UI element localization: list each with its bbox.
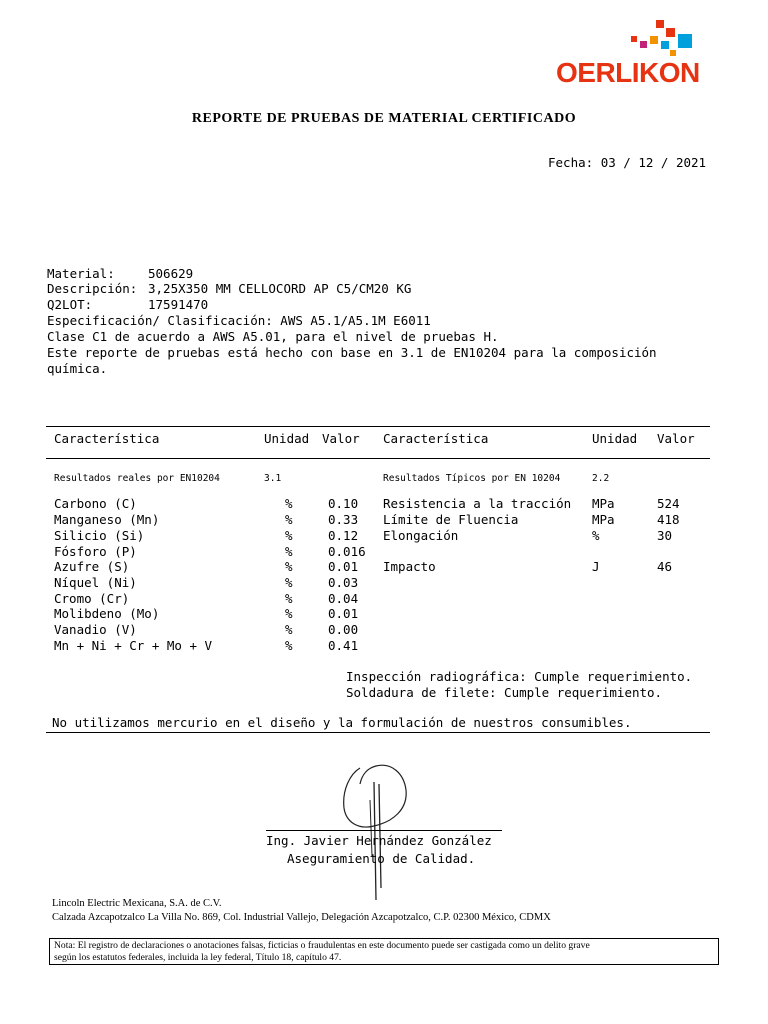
row-value: 0.03 xyxy=(328,575,359,590)
right-subheader-value: 2.2 xyxy=(592,473,610,484)
row-value: 46 xyxy=(657,559,673,574)
logo-square xyxy=(631,36,637,42)
row-value: 0.12 xyxy=(328,528,359,543)
header-unidad-right: Unidad xyxy=(592,431,638,446)
row-name: Cromo (Cr) xyxy=(54,591,130,606)
mercurio-statement: No utilizamos mercurio en el diseño y la formulación de nuestros consumibles. xyxy=(52,715,632,730)
descripcion-value: 3,25X350 MM CELLOCORD AP C5/CM20 KG xyxy=(148,281,412,296)
fecha-label: Fecha: xyxy=(548,155,594,170)
firma-nombre: Ing. Javier Hernández González xyxy=(266,833,492,848)
row-unit: % xyxy=(285,622,293,637)
logo-square xyxy=(678,34,692,48)
row-name: Mn + Ni + Cr + Mo + V xyxy=(54,638,213,653)
row-unit: % xyxy=(285,638,293,653)
logo-square xyxy=(670,50,676,56)
row-value: 524 xyxy=(657,496,680,511)
row-unit: % xyxy=(285,544,293,559)
fecha xyxy=(548,155,706,171)
row-unit: % xyxy=(592,528,600,543)
row-value: 0.01 xyxy=(328,559,359,574)
mercurio-rule xyxy=(46,732,710,733)
table-top-rule xyxy=(46,426,710,427)
row-value: 418 xyxy=(657,512,680,527)
clase: Clase C1 de acuerdo a AWS A5.01, para el nivel de pruebas H. xyxy=(47,329,499,344)
logo-square xyxy=(640,41,647,48)
row-unit: % xyxy=(285,575,293,590)
row-value: 0.41 xyxy=(328,638,359,653)
logo-square xyxy=(650,36,658,44)
firma-cargo: Aseguramiento de Calidad. xyxy=(287,851,476,866)
left-subheader-label: Resultados reales por EN10204 xyxy=(54,473,220,484)
descripcion-label: Descripción: xyxy=(47,281,138,296)
header-unidad-left: Unidad xyxy=(264,431,310,446)
empresa-nombre: Lincoln Electric Mexicana, S.A. de C.V. xyxy=(52,898,222,909)
page-title: REPORTE DE PRUEBAS DE MATERIAL CERTIFICADO xyxy=(191,111,577,126)
q2lot-value: 17591470 xyxy=(148,297,209,312)
header-caracteristica-left: Característica xyxy=(54,431,160,446)
row-name: Fósforo (P) xyxy=(54,544,137,559)
row-name: Carbono (C) xyxy=(54,496,137,511)
row-value: 0.04 xyxy=(328,591,359,606)
row-value: 0.00 xyxy=(328,622,359,637)
logo-text: OERLIKON xyxy=(556,57,700,88)
row-unit: MPa xyxy=(592,512,615,527)
logo-square xyxy=(666,28,675,37)
row-name: Azufre (S) xyxy=(54,559,130,574)
row-value: 0.10 xyxy=(328,496,359,511)
inspeccion: Inspección radiográfica: Cumple requerimiento. xyxy=(346,669,693,684)
row-unit: % xyxy=(285,591,293,606)
fecha-value: 03 / 12 / 2021 xyxy=(600,155,707,170)
header-caracteristica-right: Característica xyxy=(383,431,489,446)
right-subheader-label: Resultados Típicos por EN 10204 xyxy=(383,473,561,484)
row-value: 30 xyxy=(657,528,673,543)
row-unit: % xyxy=(285,559,293,574)
logo-square xyxy=(661,41,669,49)
row-value: 0.33 xyxy=(328,512,359,527)
especificacion: Especificación/ Clasificación: AWS A5.1/A5.1M E6011 xyxy=(47,313,431,328)
row-value: 0.01 xyxy=(328,606,359,621)
row-unit: J xyxy=(592,559,600,574)
row-unit: MPa xyxy=(592,496,615,511)
table-header-rule xyxy=(46,458,710,459)
reporte-line1: Este reporte de pruebas está hecho con base en 3.1 de EN10204 para la composición xyxy=(47,345,657,360)
reporte-line2: química. xyxy=(47,361,108,376)
row-name: Vanadio (V) xyxy=(54,622,137,637)
nota-line1: Nota: El registro de declaraciones o anotaciones falsas, ficticias o fraudulentas en este documento puede ser castigada como un delito grave xyxy=(54,940,590,951)
row-name: Resistencia a la tracción xyxy=(383,496,572,511)
material-label: Material: xyxy=(47,266,115,281)
material-value: 506629 xyxy=(148,266,194,281)
row-unit: % xyxy=(285,528,293,543)
row-name: Impacto xyxy=(383,559,436,574)
logo-square xyxy=(656,20,664,28)
row-unit: % xyxy=(285,606,293,621)
row-name: Elongación xyxy=(383,528,459,543)
row-unit: % xyxy=(285,512,293,527)
row-unit: % xyxy=(285,496,293,511)
soldadura: Soldadura de filete: Cumple requerimiento. xyxy=(346,685,663,700)
row-name: Límite de Fluencia xyxy=(383,512,519,527)
q2lot-label: Q2LOT: xyxy=(47,297,93,312)
row-name: Níquel (Ni) xyxy=(54,575,137,590)
left-subheader-value: 3.1 xyxy=(264,473,282,484)
row-name: Manganeso (Mn) xyxy=(54,512,160,527)
header-valor-left: Valor xyxy=(322,431,360,446)
empresa-direccion: Calzada Azcapotzalco La Villa No. 869, Col. Industrial Vallejo, Delegación Azcapotzalco, C.P. 02300 México, CDMX xyxy=(52,912,551,923)
header-valor-right: Valor xyxy=(657,431,695,446)
row-name: Silicio (Si) xyxy=(54,528,145,543)
row-name: Molibdeno (Mo) xyxy=(54,606,160,621)
nota-box xyxy=(49,938,719,965)
signature-rule xyxy=(266,830,502,831)
row-value: 0.016 xyxy=(328,544,366,559)
nota-line2: según los estatutos federales, incluida la ley federal, Título 18, capítulo 47. xyxy=(54,952,342,963)
